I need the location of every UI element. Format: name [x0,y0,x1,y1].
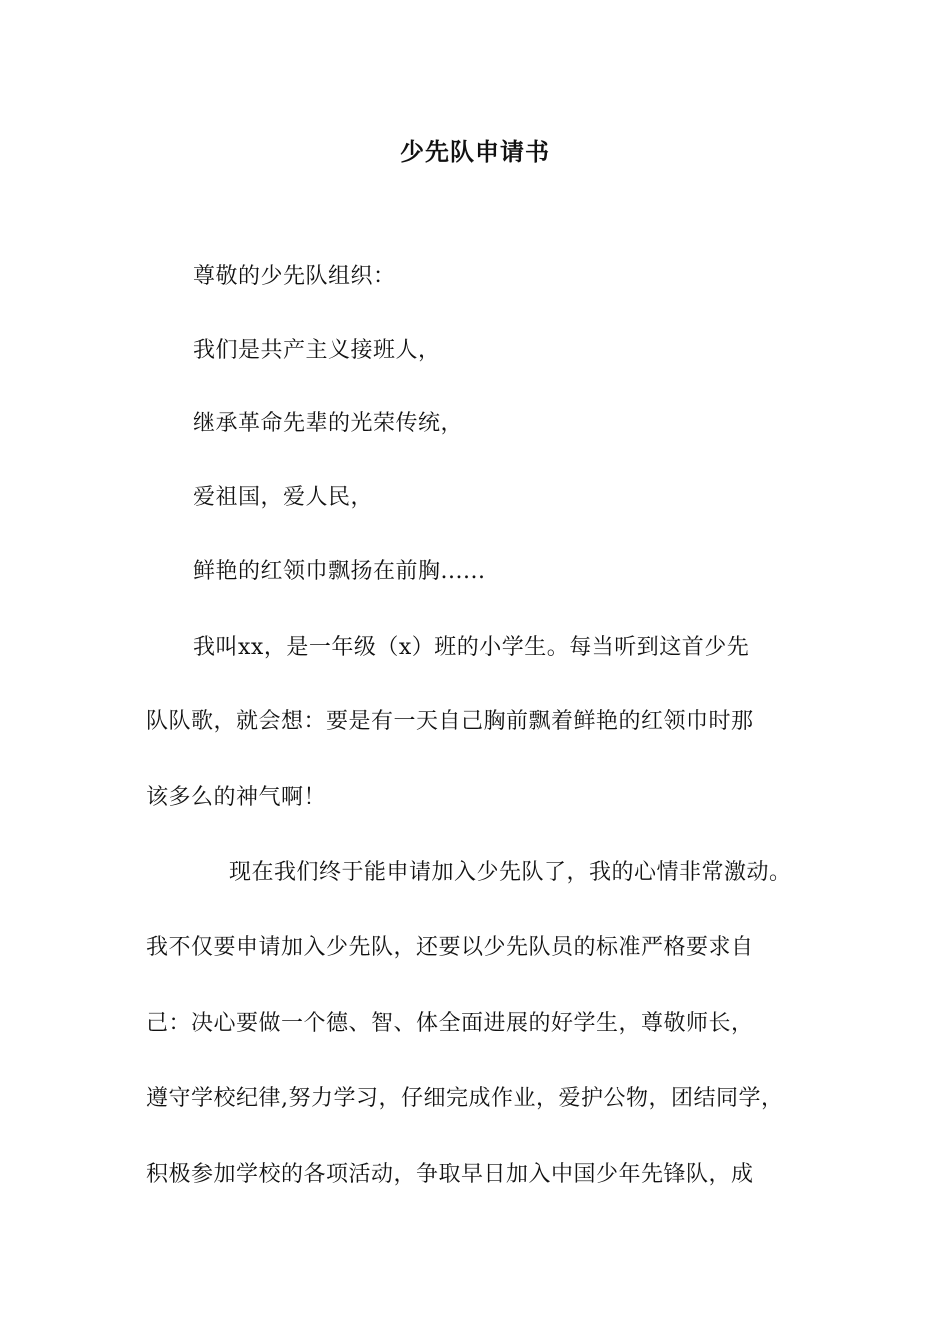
document-title: 少先队申请书 [400,138,550,166]
paragraph-line: 继承革命先辈的光荣传统， [193,411,464,436]
salutation: 尊敬的少先队组织： [193,264,396,289]
paragraph-line: 我不仅要申请加入少先队，还要以少先队员的标准严格要求自 [146,935,754,960]
paragraph-line: 该多么的神气啊！ [146,785,327,810]
paragraph-line: 我叫xx，是一年级（x）班的小学生。每当听到这首少先 [193,635,750,660]
paragraph-line: 爱祖国，爱人民， [193,485,374,510]
paragraph-line: 遵守学校纪律,努力学习，仔细完成作业，爱护公物，团结同学， [146,1086,784,1111]
paragraph-line: 积极参加学校的各项活动，争取早日加入中国少年先锋队，成 [146,1162,754,1187]
paragraph-line: 己：决心要做一个德、智、体全面进展的好学生，尊敬师长， [146,1011,754,1036]
paragraph-line: 队队歌，就会想：要是有一天自己胸前飘着鲜艳的红领巾时那 [146,709,754,734]
paragraph-line: 现在我们终于能申请加入少先队了，我的心情非常激动。 [229,860,792,885]
paragraph-line: 鲜艳的红领巾飘扬在前胸...... [193,559,486,584]
paragraph-line: 我们是共产主义接班人， [193,338,441,363]
